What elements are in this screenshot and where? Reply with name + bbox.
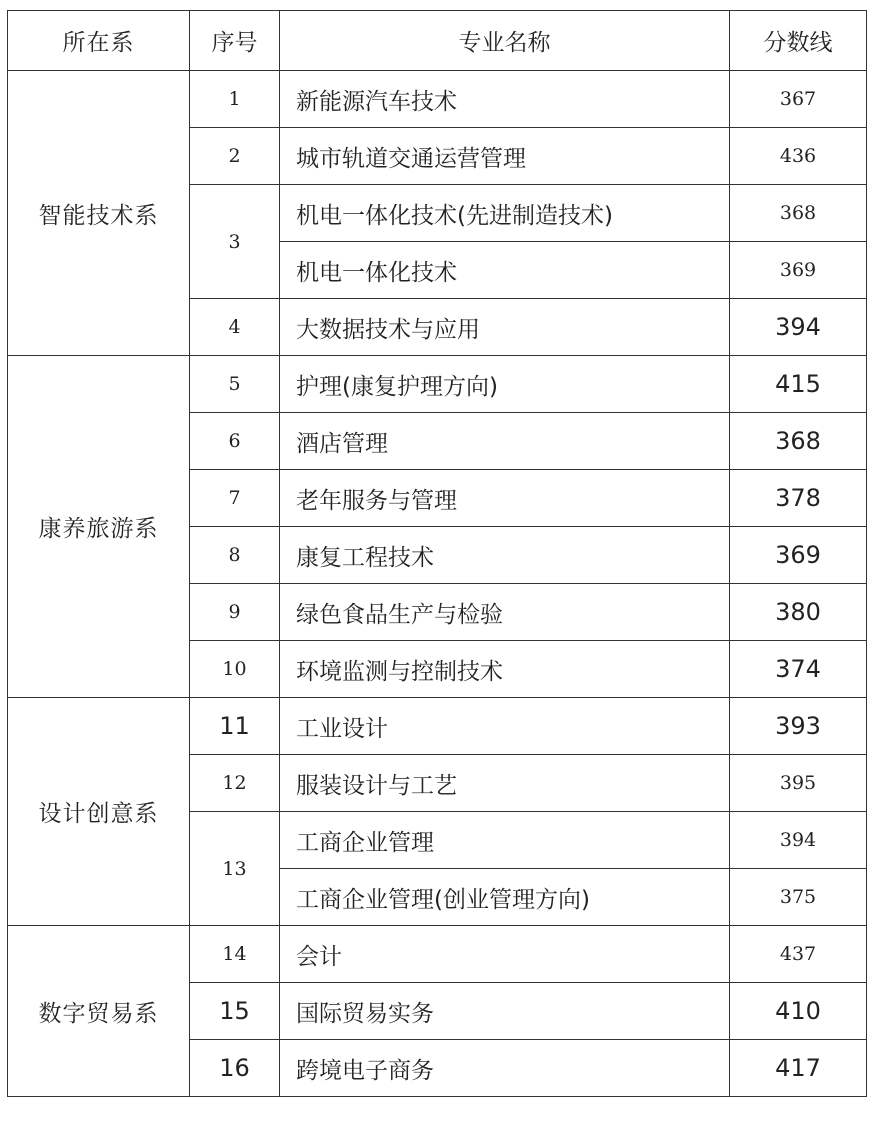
department-cell: 康养旅游系 [8, 356, 190, 698]
header-score: 分数线 [730, 11, 867, 71]
score-cell: 393 [730, 698, 867, 755]
number-cell: 8 [190, 527, 280, 584]
number-cell: 5 [190, 356, 280, 413]
major-cell: 工业设计 [280, 698, 730, 755]
score-cell: 378 [730, 470, 867, 527]
major-cell: 绿色食品生产与检验 [280, 584, 730, 641]
number-cell: 9 [190, 584, 280, 641]
score-cell: 369 [730, 242, 867, 299]
number-cell: 3 [190, 185, 280, 299]
score-cell: 380 [730, 584, 867, 641]
number-cell: 4 [190, 299, 280, 356]
major-cell: 康复工程技术 [280, 527, 730, 584]
major-cell: 工商企业管理 [280, 812, 730, 869]
major-cell: 环境监测与控制技术 [280, 641, 730, 698]
major-cell: 服装设计与工艺 [280, 755, 730, 812]
score-cell: 415 [730, 356, 867, 413]
major-cell: 老年服务与管理 [280, 470, 730, 527]
major-cell: 会计 [280, 926, 730, 983]
score-cell: 374 [730, 641, 867, 698]
number-cell: 14 [190, 926, 280, 983]
header-row [8, 11, 867, 71]
department-cell: 智能技术系 [8, 71, 190, 356]
score-table [7, 10, 867, 1097]
major-cell: 跨境电子商务 [280, 1040, 730, 1097]
number-cell: 6 [190, 413, 280, 470]
score-cell: 436 [730, 128, 867, 185]
number-cell: 12 [190, 755, 280, 812]
header-department: 所在系 [8, 11, 190, 71]
score-cell: 369 [730, 527, 867, 584]
score-cell: 395 [730, 755, 867, 812]
header-major: 专业名称 [280, 11, 730, 71]
major-cell: 护理(康复护理方向) [280, 356, 730, 413]
number-cell: 15 [190, 983, 280, 1040]
major-cell: 酒店管理 [280, 413, 730, 470]
score-cell: 367 [730, 71, 867, 128]
number-cell: 10 [190, 641, 280, 698]
score-cell: 368 [730, 185, 867, 242]
major-cell: 国际贸易实务 [280, 983, 730, 1040]
score-cell: 437 [730, 926, 867, 983]
score-cell: 417 [730, 1040, 867, 1097]
table-row [8, 71, 867, 128]
table-row [8, 698, 867, 755]
table-row [8, 356, 867, 413]
score-cell: 368 [730, 413, 867, 470]
major-cell: 机电一体化技术(先进制造技术) [280, 185, 730, 242]
table-row [8, 926, 867, 983]
number-cell: 2 [190, 128, 280, 185]
number-cell: 11 [190, 698, 280, 755]
major-cell: 工商企业管理(创业管理方向) [280, 869, 730, 926]
number-cell: 1 [190, 71, 280, 128]
number-cell: 7 [190, 470, 280, 527]
score-cell: 375 [730, 869, 867, 926]
score-cell: 394 [730, 812, 867, 869]
major-cell: 机电一体化技术 [280, 242, 730, 299]
major-cell: 大数据技术与应用 [280, 299, 730, 356]
score-cell: 410 [730, 983, 867, 1040]
major-cell: 城市轨道交通运营管理 [280, 128, 730, 185]
number-cell: 13 [190, 812, 280, 926]
major-cell: 新能源汽车技术 [280, 71, 730, 128]
header-number: 序号 [190, 11, 280, 71]
department-cell: 数字贸易系 [8, 926, 190, 1097]
score-cell: 394 [730, 299, 867, 356]
department-cell: 设计创意系 [8, 698, 190, 926]
number-cell: 16 [190, 1040, 280, 1097]
